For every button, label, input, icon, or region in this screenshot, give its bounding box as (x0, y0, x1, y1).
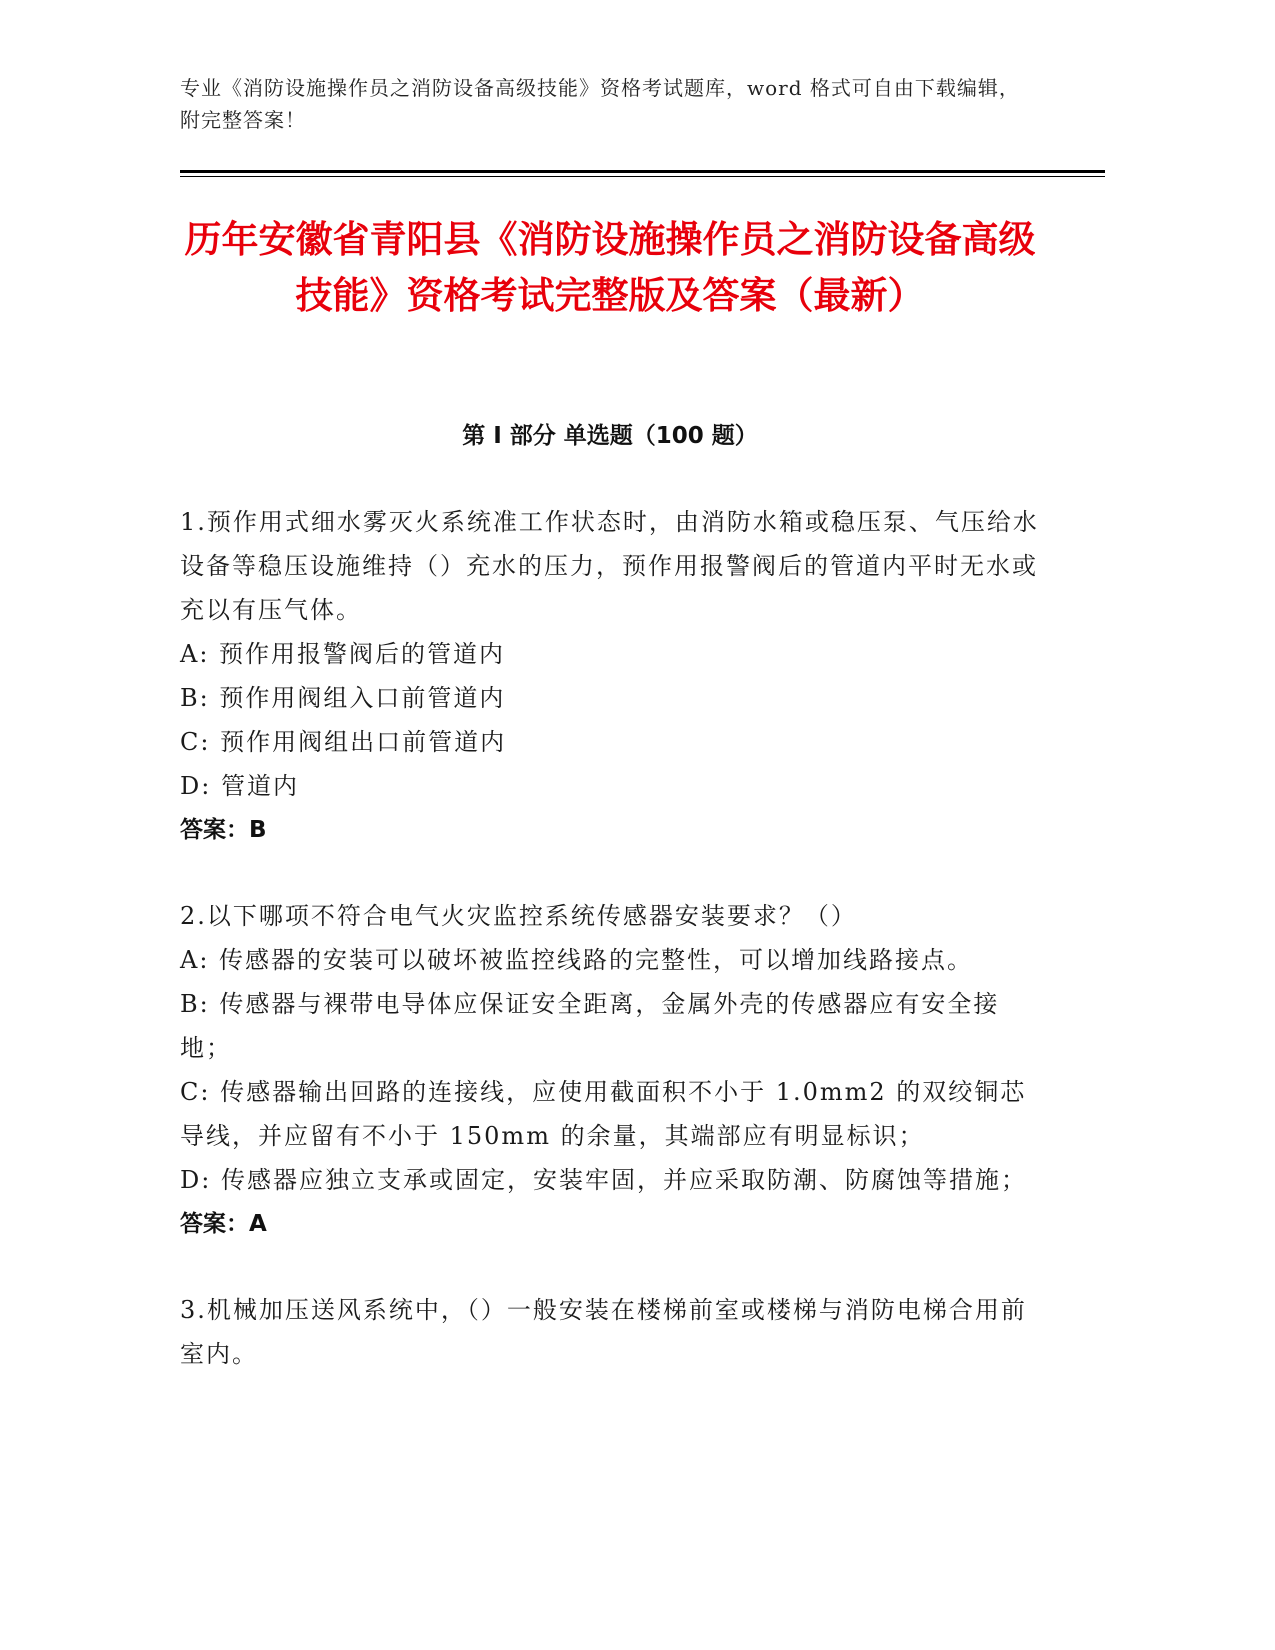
question-stem: 1.预作用式细水雾灭火系统准工作状态时，由消防水箱或稳压泵、气压给水设备等稳压设施维持（）充水的压力，预作用报警阀后的管道内平时无水或充以有压气体。 (180, 508, 1039, 624)
option-c: C: 传感器输出回路的连接线，应使用截面积不小于 1.0mm2 的双绞铜芯导线，并应留有不小于 150mm 的余量，其端部应有明显标识； (180, 1078, 1027, 1150)
option-d: D: 传感器应独立支承或固定，安装牢固，并应采取防潮、防腐蚀等措施； (180, 1166, 1027, 1194)
header-note: 专业《消防设施操作员之消防设备高级技能》资格考试题库，word 格式可自由下载编辑，附完整答案！ (180, 76, 1020, 132)
answer: 答案：A (180, 1211, 267, 1237)
answer: 答案：B (180, 817, 267, 843)
option-d: D: 管道内 (180, 772, 299, 800)
question-2 (180, 894, 1040, 1246)
question-list (180, 500, 1040, 1418)
header-divider-thick (180, 170, 1105, 173)
option-b: B: 传感器与裸带电导体应保证安全距离，金属外壳的传感器应有安全接地； (180, 990, 1000, 1062)
header-divider-thin (180, 176, 1105, 177)
question-3 (180, 1288, 1040, 1376)
document-title: 历年安徽省青阳县《消防设施操作员之消防设备高级技能》资格考试完整版及答案（最新） (184, 218, 1036, 317)
question-stem: 2.以下哪项不符合电气火灾监控系统传感器安装要求？（） (180, 902, 857, 930)
option-a: A: 预作用报警阀后的管道内 (180, 640, 506, 668)
question-1 (180, 500, 1040, 852)
option-a: A: 传感器的安装可以破坏被监控线路的完整性，可以增加线路接点。 (180, 946, 974, 974)
section-title: 第 I 部分 单选题（100 题） (462, 423, 758, 449)
option-c: C: 预作用阀组出口前管道内 (180, 728, 507, 756)
question-stem: 3.机械加压送风系统中，（）一般安装在楼梯前室或楼梯与消防电梯合用前室内。 (180, 1296, 1027, 1368)
option-b: B: 预作用阀组入口前管道内 (180, 684, 506, 712)
